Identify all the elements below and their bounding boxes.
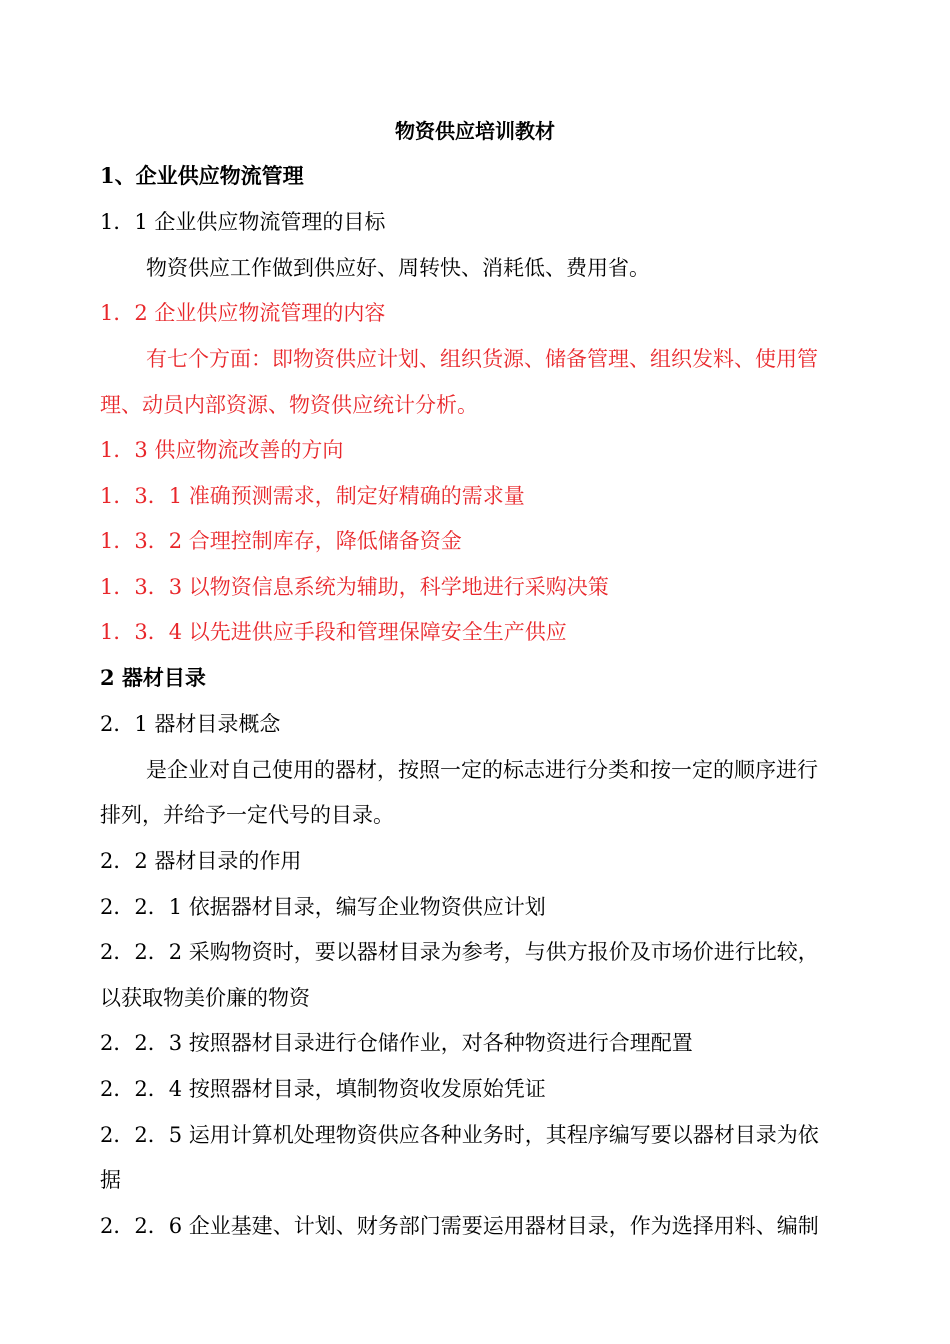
document-title: 物资供应培训教材 <box>395 119 555 143</box>
list-item-continuation: 据 <box>100 1168 121 1192</box>
paragraph-text: 物资供应工作做到供应好、周转快、消耗低、费用省。 <box>146 256 650 280</box>
subsection-heading-1-2: 1．2 企业供应物流管理的内容 <box>100 301 386 325</box>
list-item: 2．2．1 依据器材目录，编写企业物资供应计划 <box>100 895 546 919</box>
subsection-heading-2-1: 2．1 器材目录概念 <box>100 712 281 736</box>
section-heading-1: 1、企业供应物流管理 <box>100 163 304 188</box>
paragraph-text: 理、动员内部资源、物资供应统计分析。 <box>100 393 478 417</box>
subsection-heading-1-3: 1．3 供应物流改善的方向 <box>100 438 344 462</box>
list-item: 1．3．4 以先进供应手段和管理保障安全生产供应 <box>100 620 567 644</box>
subsection-heading-1-1: 1．1 企业供应物流管理的目标 <box>100 210 386 234</box>
list-item: 1．3．1 准确预测需求，制定好精确的需求量 <box>100 484 525 508</box>
list-item: 2．2．5 运用计算机处理物资供应各种业务时，其程序编写要以器材目录为依 <box>100 1123 819 1147</box>
list-item: 1．3．2 合理控制库存，降低储备资金 <box>100 529 462 553</box>
paragraph-text: 是企业对自己使用的器材，按照一定的标志进行分类和按一定的顺序进行 <box>146 758 818 782</box>
paragraph-text: 有七个方面：即物资供应计划、组织货源、储备管理、组织发料、使用管 <box>146 347 818 371</box>
list-item-continuation: 以获取物美价廉的物资 <box>100 986 310 1010</box>
list-item: 2．2．2 采购物资时，要以器材目录为参考，与供方报价及市场价进行比较， <box>100 940 819 964</box>
subsection-heading-2-2: 2．2 器材目录的作用 <box>100 849 302 873</box>
list-item: 2．2．3 按照器材目录进行仓储作业，对各种物资进行合理配置 <box>100 1031 693 1055</box>
list-item: 1．3．3 以物资信息系统为辅助，科学地进行采购决策 <box>100 575 609 599</box>
paragraph-text: 排列，并给予一定代号的目录。 <box>100 803 394 827</box>
section-heading-2: 2 器材目录 <box>100 665 206 690</box>
list-item: 2．2．6 企业基建、计划、财务部门需要运用器材目录，作为选择用料、编制 <box>100 1214 819 1238</box>
list-item: 2．2．4 按照器材目录，填制物资收发原始凭证 <box>100 1077 546 1101</box>
